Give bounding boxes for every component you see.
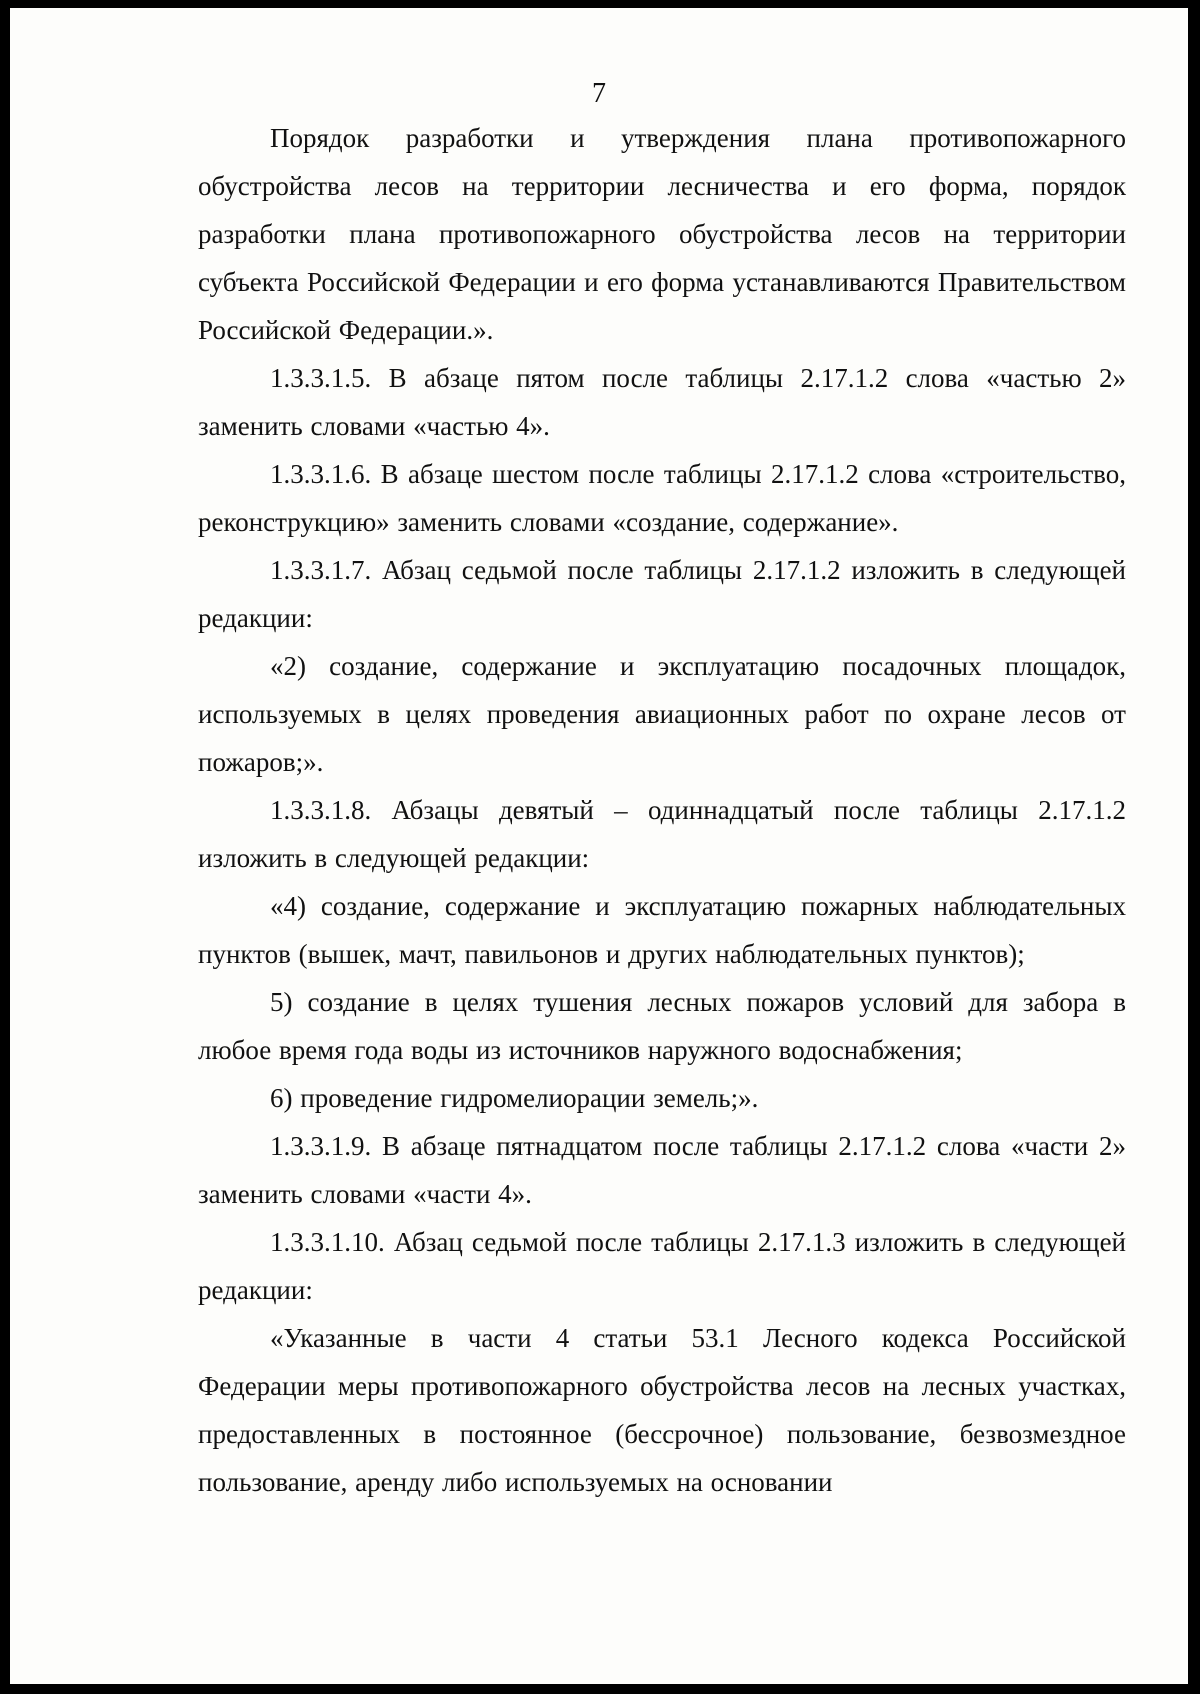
paragraph: 6) проведение гидромелиорации земель;». (270, 1083, 759, 1113)
page-number: 7 (592, 78, 606, 109)
paragraph: «2) создание, содержание и эксплуатацию посадочных площадок, используемых в целях проведения авиационных работ по охране лесов от пожаров;». (198, 651, 1126, 777)
paragraph: 1.3.3.1.9. В абзаце пятнадцатом после таблицы 2.17.1.2 слова «части 2» заменить словами «части 4». (198, 1131, 1126, 1209)
paragraph: 1.3.3.1.8. Абзацы девятый – одиннадцатый после таблицы 2.17.1.2 изложить в следующей редакции: (198, 795, 1126, 873)
paragraph: 1.3.3.1.6. В абзаце шестом после таблицы 2.17.1.2 слова «строительство, реконструкцию» заменить словами «создание, содержание». (198, 459, 1126, 537)
paragraph: Порядок разработки и утверждения плана противопожарного обустройства лесов на территории лесничества и его форма, порядок разработки плана противопожарного обустройства лесов на территории субъекта Российской Федерации и его форма устанавливаются Правительством Российской Федерации.». (198, 123, 1126, 345)
paragraph: 1.3.3.1.7. Абзац седьмой после таблицы 2.17.1.2 изложить в следующей редакции: (198, 555, 1126, 633)
paragraph: «Указанные в части 4 статьи 53.1 Лесного кодекса Российской Федерации меры противопожарного обустройства лесов на лесных участках, предоставленных в постоянное (бессрочное) пользование, безвозмездное пользование, аренду либо используемых на основании (198, 1323, 1126, 1497)
document-body (198, 114, 1126, 1506)
paragraph: «4) создание, содержание и эксплуатацию пожарных наблюдательных пунктов (вышек, мачт, павильонов и других наблюдательных пунктов); (198, 891, 1126, 969)
document-page (10, 8, 1188, 1684)
paragraph: 5) создание в целях тушения лесных пожаров условий для забора в любое время года воды из источников наружного водоснабжения; (198, 987, 1126, 1065)
paragraph: 1.3.3.1.10. Абзац седьмой после таблицы 2.17.1.3 изложить в следующей редакции: (198, 1227, 1126, 1305)
paragraph: 1.3.3.1.5. В абзаце пятом после таблицы 2.17.1.2 слова «частью 2» заменить словами «частью 4». (198, 363, 1126, 441)
